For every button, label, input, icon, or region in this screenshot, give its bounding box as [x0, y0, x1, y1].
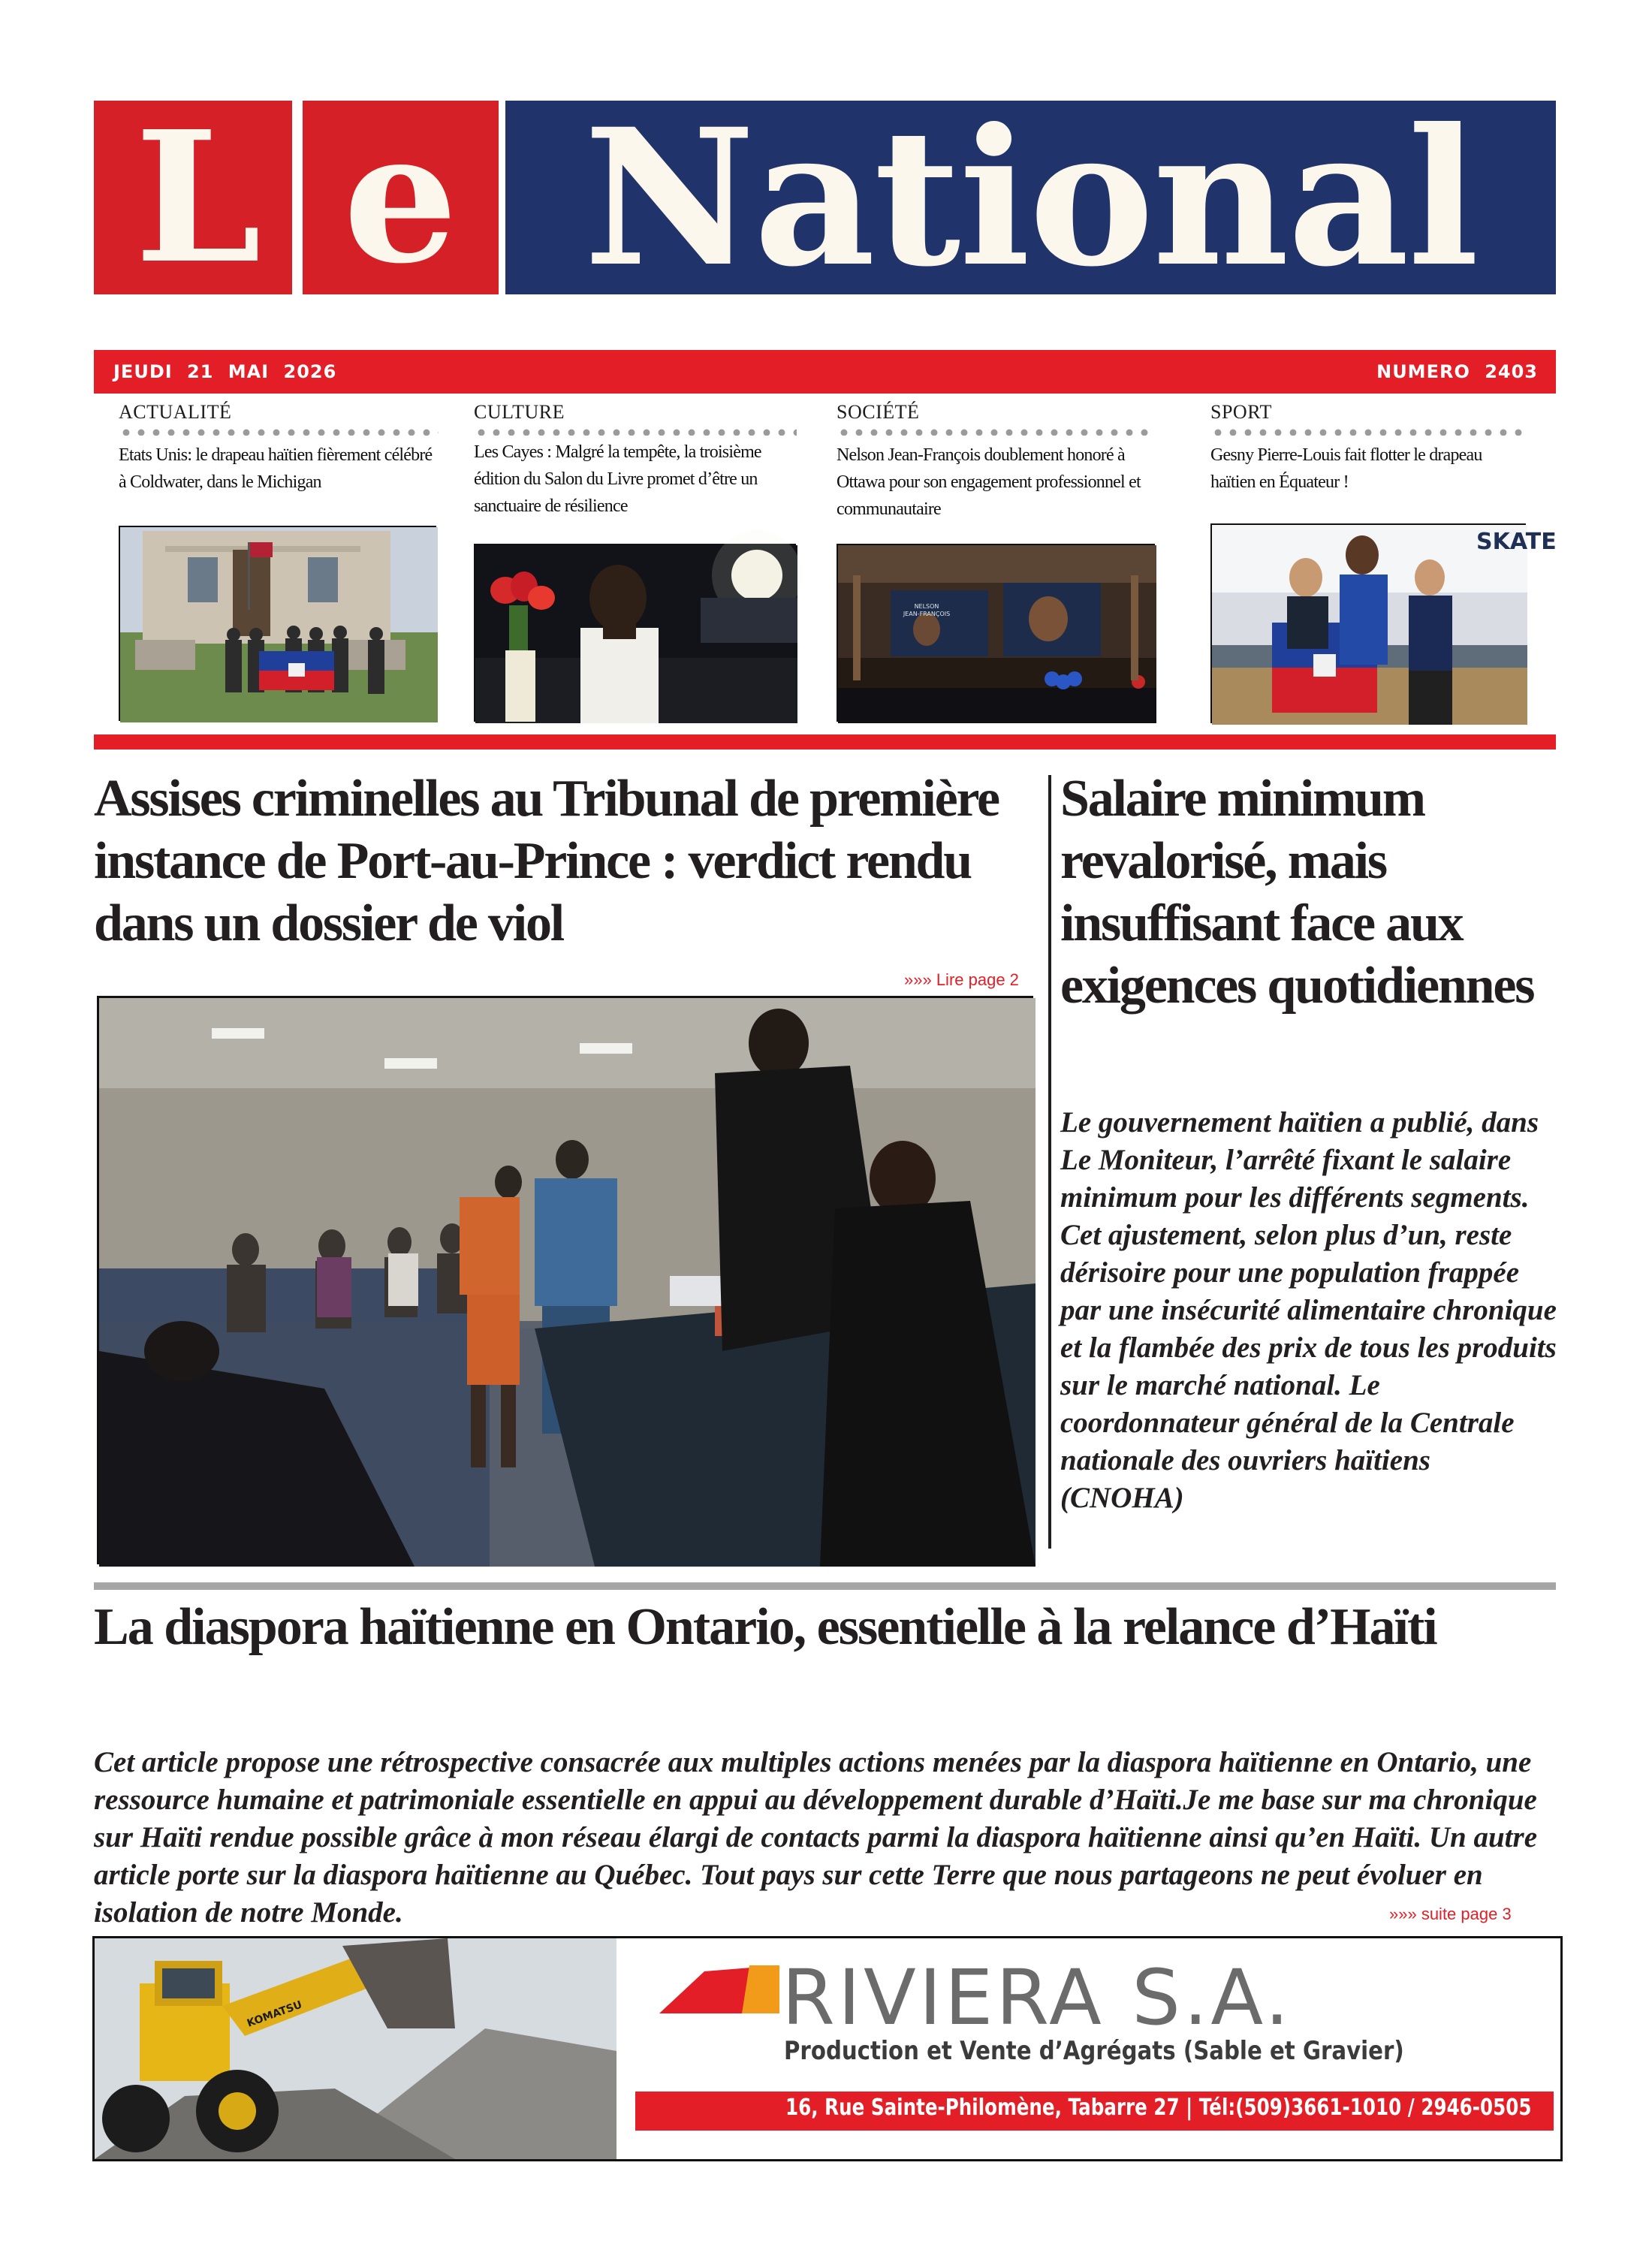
column-divider [1048, 775, 1051, 1549]
thumb-societe-photo[interactable] [837, 544, 1155, 722]
issue-date: JEUDI 21 MAI 2026 [113, 361, 337, 382]
teaser-title[interactable]: Gesny Pierre-Louis fait flotter le drapeau haïtien en Équateur ! [1210, 445, 1482, 492]
teaser-actualite[interactable] [119, 401, 439, 496]
masthead-letter-e: e [342, 92, 458, 303]
diaspora-continued-link[interactable]: »»» suite page 3 [1389, 1905, 1512, 1923]
section-label: ACTUALITÉ [119, 401, 232, 423]
lead-read-more-link[interactable]: »»» Lire page 2 [904, 970, 1019, 989]
dotted-divider [1210, 428, 1526, 436]
date-bar [94, 350, 1556, 394]
ad-photo-loader [95, 1938, 616, 2159]
diaspora-headline[interactable]: La diaspora haïtienne en Ontario, essentielle à la relance d’Haïti [94, 1598, 1436, 1656]
dotted-divider [119, 428, 439, 436]
riviera-logo-icon [659, 1965, 779, 2013]
masthead-le [94, 92, 499, 303]
dotted-divider [837, 428, 1156, 436]
photo-wheel-loader [95, 1938, 616, 2159]
dotted-divider [474, 428, 797, 436]
thumb-actualite-photo[interactable] [119, 526, 436, 721]
teaser-title[interactable]: Les Cayes : Malgré la tempête, la troisième édition du Salon du Livre promet d’être un sanctuaire de résilience [474, 442, 761, 516]
photo-group-with-flag [120, 527, 438, 722]
section-label: CULTURE [474, 401, 565, 423]
masthead-le-divider [292, 101, 303, 294]
photo-ottawa-hall [838, 545, 1156, 723]
lead-headline[interactable]: Assises criminelles au Tribunal de première instance de Port-au-Prince : verdict rendu dans un dossier de viol [94, 770, 999, 952]
thumb-culture-photo[interactable] [474, 544, 796, 722]
ad-address: 16, Rue Sainte-Philomène, Tabarre 27 | Tél:(509)3661-1010 / 2946-0505 [785, 2095, 1532, 2121]
thumb-sport-photo[interactable] [1210, 523, 1557, 723]
photo-courtroom [99, 998, 1036, 1567]
masthead-letter-l: L [134, 92, 262, 303]
teaser-sport[interactable] [1210, 401, 1526, 496]
ad-tagline: Production et Vente d’Agrégats (Sable et Gravier) [784, 2036, 1404, 2066]
advertisement-riviera[interactable] [92, 1936, 1563, 2161]
photo-athletes-with-flag [1212, 525, 1557, 725]
ad-machine-brand: KOMATSU [245, 1998, 304, 2030]
slide-name-line-1: NELSON [914, 603, 939, 610]
teaser-culture[interactable] [474, 401, 797, 520]
thumb-banner-text: SKATE [1476, 529, 1557, 555]
ad-company-name: RIVIERA S.A. [782, 1953, 1292, 2043]
side-headline[interactable]: Salaire minimum revalorisé, mais insuffisant face aux exigences quotidiennes [1060, 770, 1534, 1015]
section-divider-red [94, 734, 1556, 749]
section-divider-grey [94, 1582, 1556, 1590]
slide-name-line-2: JEAN-FRANÇOIS [903, 611, 951, 617]
photo-salon-du-livre [475, 545, 797, 723]
diaspora-standfirst: Cet article propose une rétrospective consacrée aux multiples actions menées par la diaspora haïtienne en Ontario, une ressource humaine et patrimoniale essentielle en appui au développement durable d’Haïti.Je me base sur ma chronique sur Haïti rendue possible grâce à mon réseau élargi de contacts parmi la diaspora haïtienne ainsi qu’en Haïti. Un autre article porte sur la diaspora haïtienne au Québec. Tout pays sur cette Terre que nous partageons ne peut évoluer en isolation de notre Monde. [94, 1746, 1538, 1929]
lead-photo[interactable] [97, 996, 1033, 1564]
masthead-national: National [583, 87, 1478, 308]
teaser-title[interactable]: Nelson Jean-François doublement honoré à Ottawa pour son engagement professionnel et communautaire [837, 445, 1141, 519]
masthead-national-block [505, 87, 1556, 308]
teaser-societe[interactable] [837, 401, 1156, 523]
section-label: SPORT [1210, 401, 1272, 423]
issue-number: NUMERO 2403 [1376, 361, 1538, 382]
teaser-title[interactable]: Etats Unis: le drapeau haïtien fièrement célébré à Coldwater, dans le Michigan [119, 445, 433, 492]
section-label: SOCIÉTÉ [837, 401, 920, 423]
side-standfirst: Le gouvernement haïtien a publié, dans Le Moniteur, l’arrêté fixant le salaire minimum pour les différents segments. Cet ajustement, selon plus d’un, reste dérisoire pour une population frappée par une insécurité alimentaire chronique et la flambée des prix de tous les produits sur le marché national. Le coordonnateur général de la Centrale nationale des ouvriers haïtiens (CNOHA) [1060, 1106, 1557, 1514]
